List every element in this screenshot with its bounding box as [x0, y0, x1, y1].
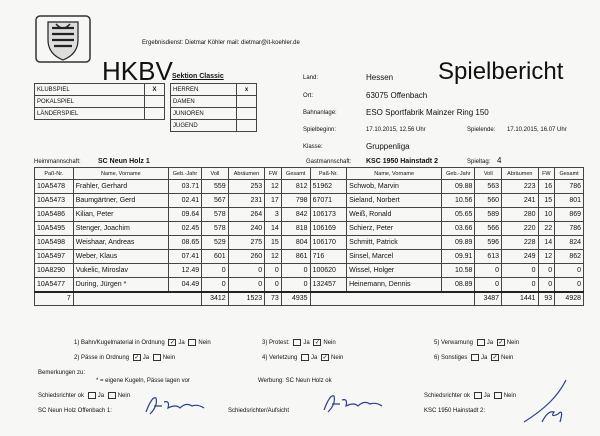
home-total-fw: 73	[265, 292, 282, 306]
away-voll-cell: 566	[475, 222, 502, 236]
away-name-cell: Heinemann, Dennis	[347, 278, 442, 292]
bahnanlage-label: Bahnanlage:	[303, 110, 337, 116]
hkbv-crest-logo	[34, 14, 92, 66]
away-name-cell: Schwob, Marvin	[347, 180, 442, 194]
away-fw-cell: 16	[538, 180, 555, 194]
bahnanlage-value: ESO Sportfabrik Mainzer Ring 150	[366, 108, 489, 117]
q6-nein-checkbox[interactable]: ✓	[492, 355, 498, 361]
home-voll-cell: 529	[202, 236, 229, 250]
home-pass-cell: 10A5498	[35, 236, 74, 250]
gast-signature	[520, 372, 576, 428]
away-fw-cell: 22	[538, 222, 555, 236]
away-pass-cell: 132457	[310, 278, 347, 292]
schiri-ok-right: Schiedsrichter ok Ja Nein	[424, 393, 517, 400]
away-ges-cell: 786	[555, 180, 584, 194]
away-fw-cell: 0	[538, 278, 555, 292]
spielbeginn-value: 17.10.2015, 12.56 Uhr	[366, 127, 426, 133]
player-row	[35, 250, 584, 264]
home-ges-cell: 0	[281, 278, 310, 292]
player-row	[35, 236, 584, 250]
home-voll-cell: 567	[202, 194, 229, 208]
sektion-label: Sektion Classic	[172, 73, 224, 80]
ergebnisdienst-line: Ergebnisdienst: Dietmar Köhler mail: dietmar@it-koehler.de	[142, 40, 300, 46]
away-total-fw: 93	[538, 292, 555, 306]
away-pass-cell: 100620	[310, 264, 347, 278]
spielende-label: Spielende:	[467, 127, 496, 133]
home-abr-cell: 253	[228, 180, 265, 194]
q6-ja-checkbox[interactable]	[471, 354, 479, 361]
gast-label: Gastmannschaft:	[306, 159, 352, 165]
col-geb: Geb.-Jahr	[168, 168, 201, 180]
col-name: Name, Vorname	[347, 168, 442, 180]
check-row-4: 4) Verletzung Ja ✓ Nein	[262, 355, 344, 362]
home-voll-cell: 578	[202, 222, 229, 236]
home-fw-cell: 15	[265, 236, 282, 250]
away-total-abr: 1441	[502, 292, 539, 306]
away-name-cell: Sinsel, Marcel	[347, 250, 442, 264]
q5-ja-checkbox[interactable]	[477, 339, 485, 346]
away-abr-cell: 228	[502, 236, 539, 250]
check-row-3: 3) Protest: Ja ✓ Nein	[262, 340, 336, 347]
home-points: 7	[35, 292, 74, 306]
home-fw-cell: 0	[265, 264, 282, 278]
away-fw-cell: 0	[538, 264, 555, 278]
home-name-cell: Baumgärtner, Gerd	[73, 194, 168, 208]
spielart-label: LÄNDERSPIEL	[35, 108, 145, 120]
aufsicht-signature-label: Schiedsrichter/Aufsicht	[228, 408, 290, 414]
schiri-right-ja[interactable]	[474, 392, 482, 399]
aufsicht-signature	[318, 390, 388, 416]
away-geb-cell: 05.65	[442, 208, 475, 222]
home-fw-cell: 12	[265, 250, 282, 264]
home-abr-cell: 275	[228, 236, 265, 250]
q4-ja-checkbox[interactable]	[301, 354, 309, 361]
spieltag-value: 4	[497, 156, 502, 165]
home-ges-cell: 818	[281, 222, 310, 236]
home-geb-cell: 12.49	[168, 264, 201, 278]
schiri-left-nein[interactable]	[108, 392, 116, 399]
klasse-label: HERREN	[171, 84, 237, 96]
bemerkung-text: * = eigene Kugeln, Pässe lagen vor	[96, 378, 190, 384]
away-voll-cell: 563	[475, 180, 502, 194]
player-row	[35, 194, 584, 208]
klasse-info-value: Gruppenliga	[366, 142, 410, 151]
home-name-cell: Weishaar, Andreas	[73, 236, 168, 250]
home-voll-cell: 559	[202, 180, 229, 194]
klasse-mark[interactable]	[237, 120, 257, 132]
home-total-voll: 3412	[202, 292, 229, 306]
away-fw-cell: 10	[538, 208, 555, 222]
col-ges: Gesamt	[555, 168, 584, 180]
q4-nein-checkbox[interactable]: ✓	[322, 355, 328, 361]
home-fw-cell: 3	[265, 208, 282, 222]
player-row	[35, 208, 584, 222]
away-ges-cell: 869	[555, 208, 584, 222]
home-abr-cell: 0	[228, 278, 265, 292]
home-pass-cell: 10A5486	[35, 208, 74, 222]
home-pass-cell: 10A5478	[35, 180, 74, 194]
player-row	[35, 180, 584, 194]
away-abr-cell: 0	[502, 264, 539, 278]
ort-value: 63075 Offenbach	[366, 91, 428, 100]
away-abr-cell: 0	[502, 278, 539, 292]
away-voll-cell: 613	[475, 250, 502, 264]
away-voll-cell: 0	[475, 264, 502, 278]
col-abr: Abräumen	[502, 168, 539, 180]
home-name-cell: Frahler, Gerhard	[73, 180, 168, 194]
away-pass-cell: 51962	[310, 180, 347, 194]
check-row-1: 1) Bahn/Kugelmaterial in Ordnung ✓ Ja Nein	[74, 340, 211, 347]
player-row	[35, 222, 584, 236]
home-abr-cell: 240	[228, 222, 265, 236]
away-abr-cell: 223	[502, 180, 539, 194]
away-geb-cell: 09.88	[442, 180, 475, 194]
check-row-5: 5) Verwarnung Ja ✓ Nein	[434, 340, 520, 347]
klasse-label: JUGEND	[171, 120, 237, 132]
away-pass-cell: 716	[310, 250, 347, 264]
away-abr-cell: 280	[502, 208, 539, 222]
schiri-ok-left: Schiedsrichter ok Ja Nein	[38, 393, 131, 400]
away-geb-cell: 03.66	[442, 222, 475, 236]
away-fw-cell: 12	[538, 250, 555, 264]
q3-nein-checkbox[interactable]: ✓	[314, 340, 320, 346]
klasse-label: JUNIOREN	[171, 108, 237, 120]
page-title: Spielbericht	[438, 58, 564, 85]
spielart-label: POKALSPIEL	[35, 96, 145, 108]
home-pass-cell: 10A5497	[35, 250, 74, 264]
klasse-table	[170, 83, 257, 132]
klasse-info-label: Klasse:	[303, 144, 323, 150]
col-abr: Abräumen	[228, 168, 265, 180]
klasse-mark[interactable]: x	[237, 84, 257, 96]
home-voll-cell: 0	[202, 264, 229, 278]
away-ges-cell: 0	[555, 264, 584, 278]
spielart-label: KLUBSPIEL	[35, 84, 145, 96]
away-abr-cell: 249	[502, 250, 539, 264]
q1-ja-checkbox[interactable]: ✓	[169, 340, 175, 346]
werbung-text: Werbung: SC Neun Holz ok	[258, 378, 332, 384]
col-fw: FW	[265, 168, 282, 180]
col-voll: Voll	[475, 168, 502, 180]
home-ges-cell: 842	[281, 208, 310, 222]
home-name-cell: During, Jürgen *	[73, 278, 168, 292]
home-geb-cell: 08.65	[168, 236, 201, 250]
heim-team: SC Neun Holz 1	[98, 158, 150, 165]
home-name-cell: Kilian, Peter	[73, 208, 168, 222]
totals-row	[35, 292, 584, 306]
home-geb-cell: 02.41	[168, 194, 201, 208]
gast-team: KSC 1950 Hainstadt 2	[366, 158, 438, 165]
away-geb-cell: 09.91	[442, 250, 475, 264]
home-geb-cell: 04.49	[168, 278, 201, 292]
land-label: Land:	[303, 75, 319, 81]
q2-nein-checkbox[interactable]	[153, 354, 161, 361]
away-pass-cell: 106169	[310, 222, 347, 236]
spielart-mark[interactable]	[145, 108, 165, 120]
home-geb-cell: 02.45	[168, 222, 201, 236]
away-geb-cell: 09.89	[442, 236, 475, 250]
away-abr-cell: 220	[502, 222, 539, 236]
home-name-cell: Weber, Klaus	[73, 250, 168, 264]
home-fw-cell: 0	[265, 278, 282, 292]
home-pass-cell: 10A5477	[35, 278, 74, 292]
home-geb-cell: 07.41	[168, 250, 201, 264]
home-fw-cell: 17	[265, 194, 282, 208]
away-fw-cell: 14	[538, 236, 555, 250]
away-name-cell: Schierz, Peter	[347, 222, 442, 236]
home-abr-cell: 0	[228, 264, 265, 278]
home-ges-cell: 798	[281, 194, 310, 208]
away-ges-cell: 862	[555, 250, 584, 264]
home-total-ges: 4935	[281, 292, 310, 306]
away-ges-cell: 0	[555, 278, 584, 292]
home-name-cell: Vukelic, Miroslav	[73, 264, 168, 278]
home-pass-cell: 10A5495	[35, 222, 74, 236]
spielart-table	[34, 83, 165, 120]
away-geb-cell: 10.56	[442, 194, 475, 208]
home-fw-cell: 12	[265, 180, 282, 194]
home-geb-cell: 03.71	[168, 180, 201, 194]
col-geb: Geb.-Jahr	[442, 168, 475, 180]
heim-label: Heimmannschaft:	[34, 159, 81, 165]
col-pass: Paß-Nr.	[310, 168, 347, 180]
away-geb-cell: 10.58	[442, 264, 475, 278]
results-table	[34, 167, 584, 306]
home-total-abr: 1523	[228, 292, 265, 306]
heim-signature	[140, 392, 210, 418]
col-name: Name, Vorname	[73, 168, 168, 180]
klasse-mark[interactable]	[237, 108, 257, 120]
home-ges-cell: 804	[281, 236, 310, 250]
home-ges-cell: 861	[281, 250, 310, 264]
q2-ja-checkbox[interactable]: ✓	[134, 355, 140, 361]
spielende-value: 17.10.2015, 16.07 Uhr	[507, 127, 567, 133]
home-voll-cell: 601	[202, 250, 229, 264]
q5-nein-checkbox[interactable]: ✓	[498, 340, 504, 346]
away-geb-cell: 08.89	[442, 278, 475, 292]
away-voll-cell: 560	[475, 194, 502, 208]
land-value: Hessen	[366, 73, 394, 82]
col-fw: FW	[538, 168, 555, 180]
away-ges-cell: 786	[555, 222, 584, 236]
away-name-cell: Sieland, Norbert	[347, 194, 442, 208]
home-abr-cell: 231	[228, 194, 265, 208]
col-ges: Gesamt	[281, 168, 310, 180]
check-row-6: 6) Sonstiges Ja ✓ Nein	[434, 355, 514, 362]
schiri-right-nein[interactable]	[494, 392, 502, 399]
away-fw-cell: 15	[538, 194, 555, 208]
home-voll-cell: 578	[202, 208, 229, 222]
hkbv-title: HKBV	[102, 56, 173, 86]
player-row	[35, 278, 584, 292]
away-name-cell: Schmitt, Patrick	[347, 236, 442, 250]
check-row-2: 2) Pässe in Ordnung ✓ Ja Nein	[74, 355, 176, 362]
spieltag-label: Spieltag:	[467, 159, 491, 165]
away-ges-cell: 801	[555, 194, 584, 208]
home-ges-cell: 812	[281, 180, 310, 194]
away-name-cell: Wissel, Holger	[347, 264, 442, 278]
gast-signature-label: KSC 1950 Hainstadt 2:	[424, 408, 486, 414]
q1-nein-checkbox[interactable]	[188, 339, 196, 346]
away-voll-cell: 596	[475, 236, 502, 250]
col-voll: Voll	[202, 168, 229, 180]
away-abr-cell: 241	[502, 194, 539, 208]
klasse-mark[interactable]	[237, 96, 257, 108]
home-pass-cell: 10A5473	[35, 194, 74, 208]
home-abr-cell: 260	[228, 250, 265, 264]
col-pass: Paß-Nr.	[35, 168, 74, 180]
q3-ja-checkbox[interactable]	[293, 339, 301, 346]
away-ges-cell: 824	[555, 236, 584, 250]
spielbeginn-label: Spielbeginn:	[303, 127, 337, 133]
away-pass-cell: 106173	[310, 208, 347, 222]
home-fw-cell: 14	[265, 222, 282, 236]
away-total-ges: 4928	[555, 292, 584, 306]
results-header-row	[35, 168, 584, 180]
away-total-voll: 3487	[475, 292, 502, 306]
home-name-cell: Stenger, Joachim	[73, 222, 168, 236]
home-abr-cell: 264	[228, 208, 265, 222]
klasse-label: DAMEN	[171, 96, 237, 108]
bemerkungen-label: Bemerkungen zu:	[38, 370, 86, 376]
schiri-left-ja[interactable]	[88, 392, 96, 399]
ort-label: Ort:	[303, 93, 313, 99]
away-pass-cell: 106170	[310, 236, 347, 250]
heim-signature-label: SC Neun Holz Offenbach 1:	[38, 408, 112, 414]
away-voll-cell: 589	[475, 208, 502, 222]
home-geb-cell: 09.64	[168, 208, 201, 222]
spielart-mark[interactable]: X	[145, 84, 165, 96]
home-ges-cell: 0	[281, 264, 310, 278]
away-pass-cell: 67071	[310, 194, 347, 208]
away-name-cell: Weiß, Ronald	[347, 208, 442, 222]
home-voll-cell: 0	[202, 278, 229, 292]
spielart-mark[interactable]	[145, 96, 165, 108]
away-voll-cell: 0	[475, 278, 502, 292]
player-row	[35, 264, 584, 278]
home-pass-cell: 10A8290	[35, 264, 74, 278]
